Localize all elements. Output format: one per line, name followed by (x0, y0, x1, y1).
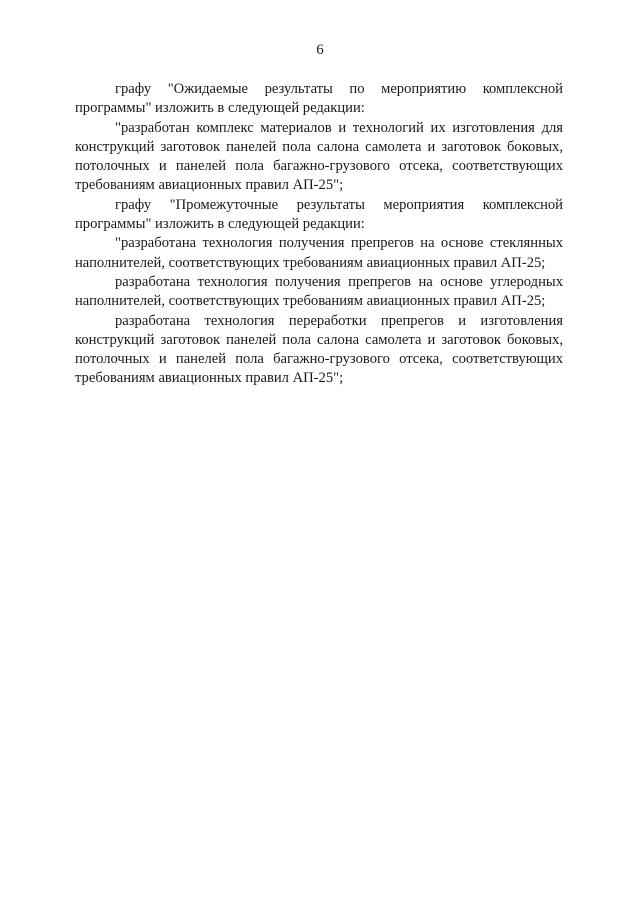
paragraph-interim-results-heading: графу "Промежуточные результаты мероприятия комплексной программы" изложить в следующей редакции: (75, 196, 563, 233)
paragraph-carbon-prepreg: разработана технология получения препрегов на основе углеродных наполнителей, соответствующих требованиям авиационных правил АП-25; (75, 273, 563, 310)
paragraph-glass-prepreg: "разработана технология получения препрегов на основе стеклянных наполнителей, соответствующих требованиям авиационных правил АП-25; (75, 235, 563, 271)
paragraph-prepreg-processing: разработана технология переработки препрегов и изготовления конструкций заготовок панелей пола салона самолета и заготовок боковых, потолочных и панелей пола багажно-грузового отсека, соответствующих требованиям авиационных правил АП-25"; (75, 312, 563, 387)
paragraph-expected-results-heading: графу "Ожидаемые результаты по мероприятию комплексной программы" изложить в следующей редакции: (75, 81, 563, 117)
document-body (75, 80, 563, 389)
page-number: 6 (316, 42, 324, 58)
paragraph-expected-results-text: "разработан комплекс материалов и технологий их изготовления для конструкций заготовок панелей пола салона самолета и заготовок боковых, потолочных и панелей пола багажно-грузового отсека, соответствующих требованиям авиационных правил АП-25"; (75, 119, 563, 194)
